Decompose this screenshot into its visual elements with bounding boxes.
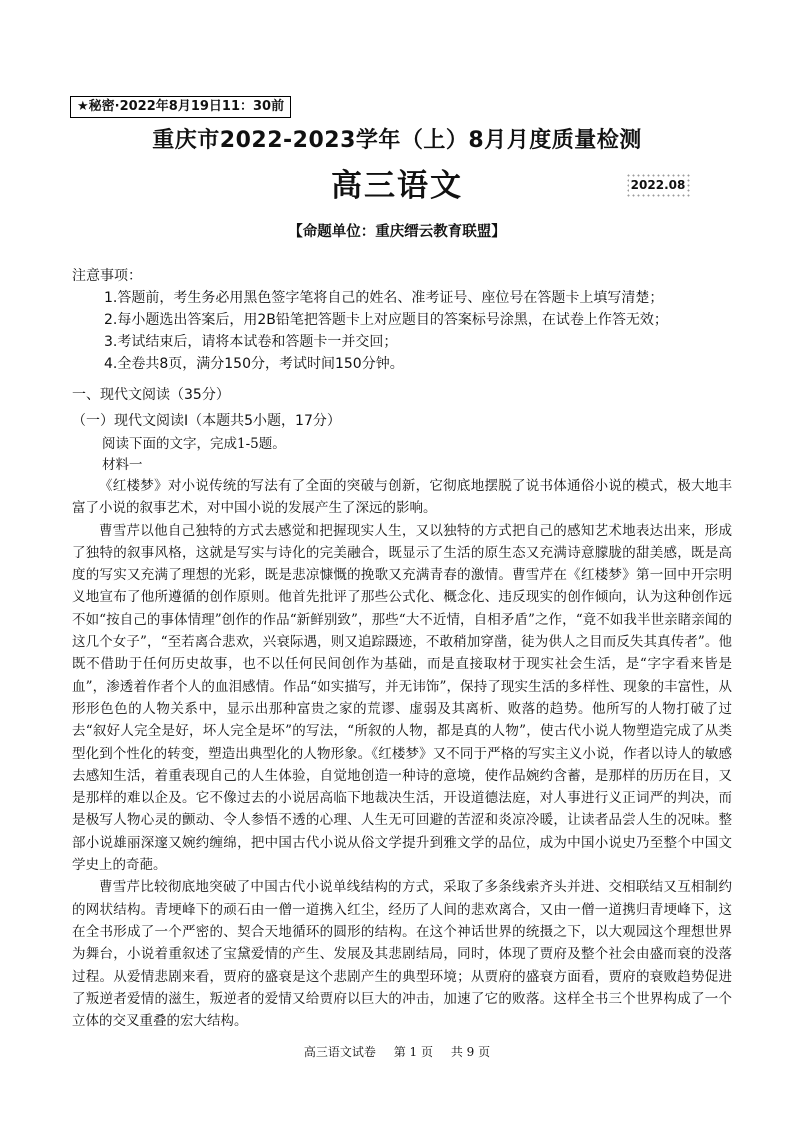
material-label: 材料一 bbox=[102, 457, 143, 473]
footer-total-pages: 共 9 页 bbox=[450, 1045, 491, 1059]
exam-title: 重庆市2022-2023学年（上）8月月度质量检测 bbox=[152, 128, 642, 153]
subsection-heading: （一）现代文阅读Ⅰ（本题共5小题，17分） bbox=[72, 413, 341, 429]
footer-exam-name: 高三语文试卷 bbox=[303, 1045, 376, 1059]
footer-page-number: 第 1 页 bbox=[393, 1045, 433, 1059]
issuer-line: 【命题单位：重庆缙云教育联盟】 bbox=[288, 224, 506, 240]
passage-paragraph: 曹雪芹以他自己独特的方式去感觉和把握现实人生，又以独特的方式把自己的感知艺术地表达出来，形成了独特的叙事风格，这就是写实与诗化的完美融合，既显示了生活的原生态又充满诗意朦胧的甜美感，既是高度的写实又充满了理想的光彩，既是悲凉慷慨的挽歌又充满青春的激情。曹雪芹在《红楼梦》第一回中开宗明义地宣布了他所遵循的创作原则。他首先批评了那些公式化、概念化、违反现实的创作倾向，认为这种创作远不如“按自己的事体情理”创作的作品“新鲜别致”，那些“大不近情，自相矛盾”之作，“竟不如我半世亲睹亲闻的这几个女子”，“至若离合悲欢，兴衰际遇，则又追踪蹑迹，不敢稍加穿凿，徒为供人之目而反失其真传者”。他既不借助于任何历史故事，也不以任何民间创作为基础，而是直接取材于现实社会生活，是“字字看来皆是血”，渗透着作者个人的血泪感情。作品“如实描写，并无讳饰”，保持了现实生活的多样性、现象的丰富性，从形形色色的人物关系中，显示出那种富贵之家的荒谬、虚弱及其离析、败落的趋势。他所写的人物打破了过去“叙好人完全是好，坏人完全是坏”的写法，“所叙的人物，都是真的人物”，使古代小说人物塑造完成了从类型化到个性化的转变，塑造出典型化的人物形象。《红楼梦》又不同于严格的写实主义小说，作者以诗人的敏感去感知生活，着重表现自己的人生体验，自觉地创造一种诗的意境，使作品婉约含蓄，是那样的历历在目，又是那样的难以企及。它不像过去的小说居高临下地裁决生活，开设道德法庭，对人事进行义正词严的判决，而是极写人物心灵的颤动、令人参悟不透的心理、人生无可回避的苦涩和炎凉冷暖，让读者品尝人生的况味。整部小说雄丽深邃又婉约缠绵，把中国古代小说从俗文学提升到雅文学的品位，成为中国小说史乃至整个中国文学史上的奇葩。 bbox=[72, 522, 732, 874]
notes-item: 1.答题前，考生务必用黑色签字笔将自己的姓名、准考证号、座位号在答题卡上填写清楚； bbox=[104, 290, 664, 306]
subject-title: 高三语文 bbox=[331, 168, 463, 204]
secret-notice: ★秘密·2022年8月19日11：30前 bbox=[70, 96, 291, 118]
notes-block bbox=[72, 265, 732, 375]
page-footer bbox=[0, 1044, 794, 1060]
passage-paragraph: 《红楼梦》对小说传统的写法有了全面的突破与创新，它彻底地摆脱了说书体通俗小说的模式，极大地丰富了小说的叙事艺术，对中国小说的发展产生了深远的影响。 bbox=[72, 478, 732, 517]
passage-paragraph: 曹雪芹比较彻底地突破了中国古代小说单线结构的方式，采取了多条线索齐头并进、交相联结又互相制约的网状结构。青埂峰下的顽石由一僧一道携入红尘，经历了人间的悲欢离合，又由一僧一道携归青埂峰下，这在全书形成了一个严密的、契合天地循环的圆形的结构。在这个神话世界的统摄之下，以大观园这个理想世界为舞台，小说着重叙述了宝黛爱情的产生、发展及其悲剧结局，同时，体现了贾府及整个社会由盛而衰的没落过程。从爱情悲剧来看，贾府的盛衰是这个悲剧产生的典型环境；从贾府的盛衰方面看，贾府的衰败趋势促进了叛逆者爱情的滋生，叛逆者的爱情又给贾府以巨大的冲击，加速了它的败落。这样全书三个世界构成了一个立体的交叉重叠的宏大结构。 bbox=[72, 879, 732, 1030]
passage-text bbox=[72, 475, 732, 1032]
reading-instruction: 阅读下面的文字，完成1-5题。 bbox=[102, 436, 286, 452]
date-badge bbox=[626, 173, 690, 197]
notes-item: 4.全卷共8页，满分150分，考试时间150分钟。 bbox=[104, 356, 404, 372]
notes-title: 注意事项： bbox=[72, 268, 142, 284]
notes-item: 2.每小题选出答案后，用2B铅笔把答题卡上对应题目的答案标号涂黑，在试卷上作答无效； bbox=[104, 312, 668, 328]
date-badge-text: 2022.08 bbox=[630, 178, 686, 192]
notes-item: 3.考试结束后，请将本试卷和答题卡一并交回； bbox=[104, 334, 398, 350]
section-heading: 一、现代文阅读（35分） bbox=[72, 387, 230, 403]
